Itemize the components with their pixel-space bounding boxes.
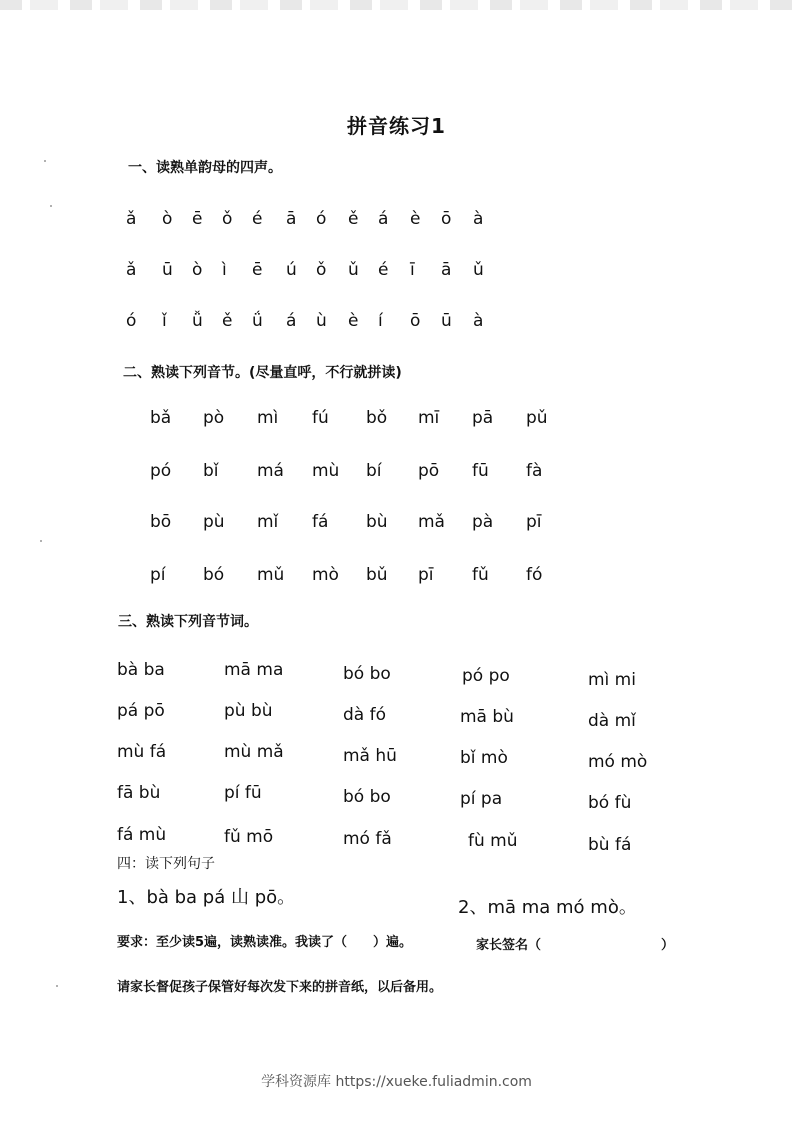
syllable-word: bó fù bbox=[588, 793, 632, 813]
syllable: bǒ bbox=[366, 408, 388, 428]
syllable: pī bbox=[526, 512, 542, 532]
syllable: pǔ bbox=[526, 408, 548, 428]
syllable-word: pí pa bbox=[460, 789, 503, 809]
section2-heading: 二、熟读下列音节。(尽量直呼，不行就拼读) bbox=[123, 365, 402, 381]
sentence-2: 2、mā ma mó mò。 bbox=[458, 897, 637, 918]
syllable: bǎ bbox=[150, 408, 172, 428]
section1-heading: 一、读熟单韵母的四声。 bbox=[128, 160, 282, 176]
vowel-syllable: ó bbox=[316, 209, 327, 229]
syllable: fǔ bbox=[472, 565, 489, 585]
syllable-word: mā ma bbox=[224, 660, 284, 680]
syllable: bù bbox=[366, 512, 388, 532]
syllable-word: pí fū bbox=[224, 783, 262, 803]
syllable-word: mǎ hū bbox=[343, 746, 397, 766]
vowel-syllable: ǐ bbox=[162, 311, 167, 331]
syllable-word: mù fá bbox=[117, 742, 167, 762]
syllable: bó bbox=[203, 565, 225, 585]
vowel-syllable: ǒ bbox=[316, 260, 327, 280]
requirement-text: 要求：至少读5遍，读熟读准。我读了（ ）遍。 bbox=[117, 935, 413, 950]
vowel-syllable: à bbox=[473, 209, 484, 229]
vowel-syllable: é bbox=[378, 260, 389, 280]
syllable-word: bù fá bbox=[588, 835, 632, 855]
vowel-syllable: í bbox=[378, 311, 383, 331]
syllable-word: fǔ mō bbox=[224, 827, 274, 847]
vowel-syllable: ò bbox=[192, 260, 203, 280]
syllable-word: mù mǎ bbox=[224, 742, 284, 762]
syllable-word: dà mǐ bbox=[588, 711, 636, 731]
syllable: pā bbox=[472, 408, 494, 428]
syllable: pí bbox=[150, 565, 166, 585]
scan-speck bbox=[44, 160, 46, 162]
vowel-syllable: ě bbox=[222, 311, 233, 331]
syllable-word: mó fǎ bbox=[343, 829, 392, 849]
vowel-syllable: è bbox=[410, 209, 421, 229]
syllable: mì bbox=[257, 408, 279, 428]
parent-signature-close: ） bbox=[661, 938, 675, 953]
vowel-syllable: á bbox=[286, 311, 297, 331]
syllable-word: pá pō bbox=[117, 701, 165, 721]
syllable: fó bbox=[526, 565, 543, 585]
syllable-word: bà ba bbox=[117, 660, 165, 680]
vowel-syllable: é bbox=[252, 209, 263, 229]
syllable-word: pó po bbox=[462, 666, 510, 686]
vowel-syllable: ē bbox=[252, 260, 263, 280]
syllable: pù bbox=[203, 512, 225, 532]
syllable-word: dà fó bbox=[343, 705, 386, 725]
vowel-syllable: á bbox=[378, 209, 389, 229]
vowel-syllable: è bbox=[348, 311, 359, 331]
syllable-word: mó mò bbox=[588, 752, 648, 772]
vowel-syllable: ǘ bbox=[252, 311, 263, 331]
vowel-syllable: ǎ bbox=[126, 260, 137, 280]
syllable: fà bbox=[526, 461, 543, 481]
vowel-syllable: ǚ bbox=[192, 311, 203, 331]
syllable-word: mì mi bbox=[588, 670, 636, 690]
vowel-syllable: ǔ bbox=[348, 260, 359, 280]
syllable: bí bbox=[366, 461, 382, 481]
section3-heading: 三、熟读下列音节词。 bbox=[118, 614, 258, 630]
syllable-word: fù mǔ bbox=[468, 831, 518, 851]
vowel-syllable: ǎ bbox=[126, 209, 137, 229]
vowel-syllable: ō bbox=[410, 311, 421, 331]
syllable: pò bbox=[203, 408, 225, 428]
vowel-syllable: ǔ bbox=[473, 260, 484, 280]
vowel-syllable: ò bbox=[162, 209, 173, 229]
vowel-syllable: ù bbox=[316, 311, 327, 331]
vowel-syllable: à bbox=[473, 311, 484, 331]
syllable: bō bbox=[150, 512, 172, 532]
syllable: bǐ bbox=[203, 461, 219, 481]
syllable: pī bbox=[418, 565, 434, 585]
syllable: mǐ bbox=[257, 512, 279, 532]
syllable: mī bbox=[418, 408, 440, 428]
syllable: mò bbox=[312, 565, 339, 585]
syllable-word: pù bù bbox=[224, 701, 273, 721]
syllable: fá bbox=[312, 512, 329, 532]
syllable-word: mā bù bbox=[460, 707, 514, 727]
parent-signature-label: 家长签名（ bbox=[476, 938, 542, 953]
syllable: bǔ bbox=[366, 565, 388, 585]
syllable: fú bbox=[312, 408, 329, 428]
parent-reminder: 请家长督促孩子保管好每次发下来的拼音纸，以后备用。 bbox=[117, 980, 443, 995]
vowel-syllable: ē bbox=[192, 209, 203, 229]
syllable: má bbox=[257, 461, 284, 481]
syllable-word: bó bo bbox=[343, 664, 391, 684]
vowel-syllable: ū bbox=[441, 311, 452, 331]
vowel-syllable: ó bbox=[126, 311, 137, 331]
syllable: pō bbox=[418, 461, 440, 481]
syllable-word: fā bù bbox=[117, 783, 161, 803]
syllable: pà bbox=[472, 512, 494, 532]
syllable: mǎ bbox=[418, 512, 445, 532]
syllable: fū bbox=[472, 461, 489, 481]
scan-edge-artifact bbox=[0, 0, 793, 10]
vowel-syllable: ā bbox=[441, 260, 452, 280]
vowel-syllable: ǒ bbox=[222, 209, 233, 229]
syllable: pó bbox=[150, 461, 172, 481]
vowel-syllable: ō bbox=[441, 209, 452, 229]
section4-heading: 四：读下列句子 bbox=[117, 856, 215, 872]
scan-speck bbox=[40, 540, 42, 542]
syllable: mǔ bbox=[257, 565, 285, 585]
vowel-syllable: ì bbox=[222, 260, 227, 280]
vowel-syllable: ī bbox=[410, 260, 415, 280]
syllable-word: bǐ mò bbox=[460, 748, 508, 768]
scan-speck bbox=[56, 985, 58, 987]
vowel-syllable: ě bbox=[348, 209, 359, 229]
scan-speck bbox=[50, 205, 52, 207]
syllable-word: bó bo bbox=[343, 787, 391, 807]
vowel-syllable: ú bbox=[286, 260, 297, 280]
vowel-syllable: ā bbox=[286, 209, 297, 229]
vowel-syllable: ū bbox=[162, 260, 173, 280]
page-title: 拼音练习1 bbox=[347, 114, 446, 138]
syllable: mù bbox=[312, 461, 340, 481]
syllable-word: fá mù bbox=[117, 825, 167, 845]
footer-watermark: 学科资源库 https://xueke.fuliadmin.com bbox=[261, 1074, 532, 1090]
sentence-1: 1、bà ba pá 山 pō。 bbox=[117, 887, 296, 908]
